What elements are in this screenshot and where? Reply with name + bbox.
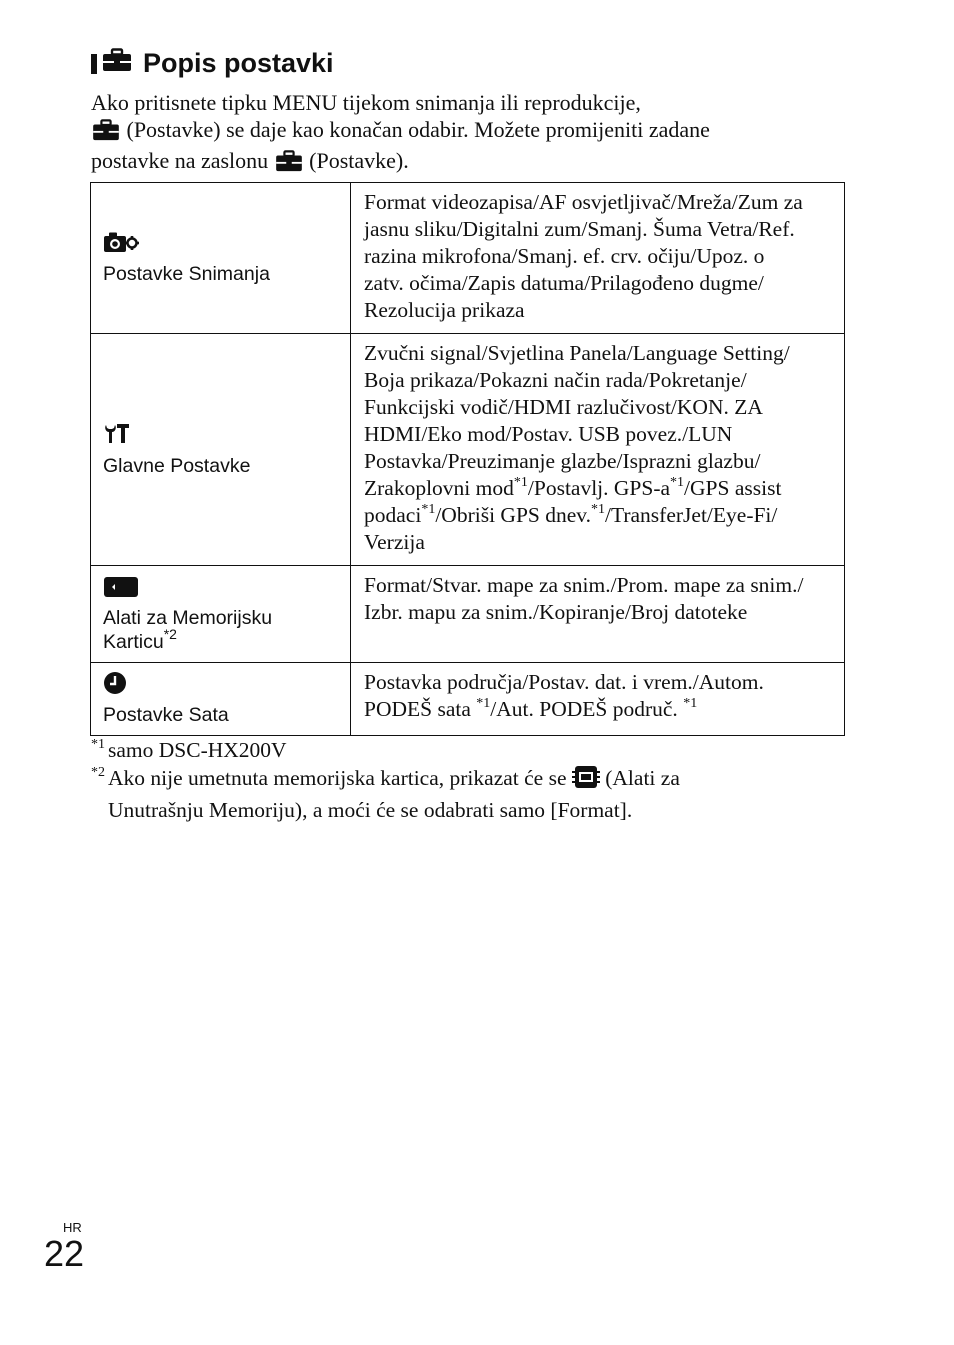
items-cell bbox=[351, 183, 845, 334]
item-line: Postavka/Preuzimanje glazbe/Isprazni glazbu/ bbox=[364, 449, 761, 473]
footnote-ref: *1 bbox=[670, 475, 685, 490]
clock-icon bbox=[103, 671, 338, 701]
page-language: HR bbox=[63, 1220, 82, 1235]
page-title: Popis postavki bbox=[143, 48, 334, 78]
intro-line: (Postavke) se daje kao konačan odabir. Možete promijeniti zadane bbox=[91, 116, 871, 147]
page-number: 22 bbox=[44, 1233, 85, 1274]
section-heading bbox=[91, 48, 334, 79]
category-label: Alati za Memorijsku bbox=[103, 607, 273, 629]
category-label: Postavke Snimanja bbox=[103, 263, 270, 285]
intro-line: Ako pritisnete tipku MENU tijekom snimanja ili reprodukcije, bbox=[91, 90, 641, 115]
item-line: PODEŠ sata $^{*1}$/Aut. PODEŠ područ. $^{*1}$ bbox=[364, 696, 698, 721]
item-line: Zvučni signal/Svjetlina Panela/Language Setting/ bbox=[364, 341, 790, 365]
intro-paragraph bbox=[91, 89, 871, 178]
footnote-ref: *1 bbox=[421, 502, 436, 517]
items-cell bbox=[351, 663, 845, 736]
internal-memory-icon bbox=[572, 765, 600, 796]
memory-card-icon bbox=[103, 576, 338, 604]
category-label: Postavke Sata bbox=[103, 704, 229, 726]
items-cell bbox=[351, 566, 845, 663]
heading-marker-bar bbox=[91, 54, 97, 74]
category-cell bbox=[91, 566, 351, 663]
item-line: Postavka područja/Postav. dat. i vrem./Autom. bbox=[364, 670, 764, 694]
footnote: *2 Ako nije umetnuta memorijska kartica, prikazat će se (Alati za Unutrašnju Memoriju), a moći će se odabrati samo [Format]. bbox=[91, 765, 680, 822]
item-line: Funkcijski vodič/HDMI razlučivost/KON. ZA bbox=[364, 395, 763, 419]
table-row bbox=[91, 183, 845, 334]
footnote-ref: *1 bbox=[476, 696, 491, 711]
footnote: *1 samo DSC-HX200V bbox=[91, 737, 287, 762]
table-row bbox=[91, 334, 845, 566]
table-row bbox=[91, 566, 845, 663]
toolbox-icon bbox=[102, 48, 132, 79]
toolbox-icon bbox=[91, 119, 121, 147]
item-line: Boja prikaza/Pokazni način rada/Pokretanje/ bbox=[364, 368, 747, 392]
item-line: Verzija bbox=[364, 530, 425, 554]
footnote-mark: *1 bbox=[91, 737, 105, 752]
footnote-ref: *2 bbox=[163, 626, 177, 642]
item-line: Format/Stvar. mape za snim./Prom. mape za snim./ bbox=[364, 573, 804, 597]
item-line: razina mikrofona/Smanj. ef. crv. očiju/Upoz. o bbox=[364, 244, 765, 268]
item-line: jasnu sliku/Digitalni zum/Smanj. Šuma Vetra/Ref. bbox=[364, 217, 795, 241]
footnote-mark: *2 bbox=[91, 765, 105, 780]
footnote-ref: *1 bbox=[513, 475, 528, 490]
item-line: Rezolucija prikaza bbox=[364, 298, 525, 322]
item-line: Izbr. mapu za snim./Kopiranje/Broj datoteke bbox=[364, 600, 748, 624]
item-line: HDMI/Eko mod/Postav. USB povez./LUN bbox=[364, 422, 733, 446]
toolbox-icon bbox=[274, 150, 304, 178]
category-cell bbox=[91, 183, 351, 334]
footnotes bbox=[91, 736, 871, 824]
category-label: Glavne Postavke bbox=[103, 454, 251, 477]
item-line: zatv. očima/Zapis datuma/Prilagođeno dugme/ bbox=[364, 271, 764, 295]
settings-table bbox=[90, 182, 845, 736]
item-line: Format videozapisa/AF osvjetljivač/Mreža/Zum za bbox=[364, 190, 803, 214]
table-row bbox=[91, 663, 845, 736]
items-cell bbox=[351, 334, 845, 566]
intro-line: postavke na zaslonu (Postavke). bbox=[91, 147, 871, 178]
tools-icon bbox=[103, 422, 338, 452]
category-label: Karticu$^{*2}$ bbox=[103, 626, 177, 653]
footnote-ref: *1 bbox=[591, 502, 605, 517]
category-cell bbox=[91, 334, 351, 566]
item-line: podaci$^{*1}$/Obriši GPS dnev.$^{*1}$/TransferJet/Eye-Fi/ bbox=[364, 502, 778, 527]
category-cell bbox=[91, 663, 351, 736]
footnote-ref: *1 bbox=[683, 696, 698, 711]
item-line: Zrakoplovni mod$^{*1}$/Postavlj. GPS-$a^{*1}$/GPS assist bbox=[364, 475, 782, 500]
camera-settings-icon bbox=[103, 230, 338, 260]
